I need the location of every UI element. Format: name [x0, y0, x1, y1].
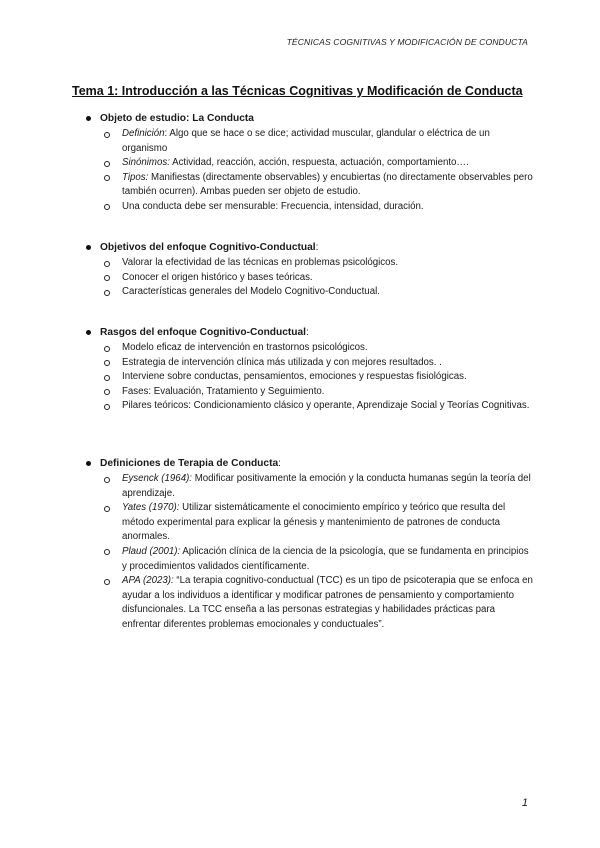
circle-bullet-icon — [104, 404, 110, 410]
circle-bullet-icon — [104, 549, 110, 555]
page-title: Tema 1: Introducción a las Técnicas Cognitivas y Modificación de Conducta — [72, 84, 523, 98]
item-text: Fases: Evaluación, Tratamiento y Seguimiento. — [122, 385, 325, 397]
sub-list — [86, 127, 536, 215]
item-text: Estrategia de intervención clínica más utilizada y con mejores resultados. . — [122, 356, 442, 368]
circle-bullet-icon — [104, 506, 110, 512]
item-label: Eysenck (1964): — [122, 473, 192, 484]
item-text: “La terapia cognitivo-conductual (TCC) es un tipo de psicoterapia que se enfoca en ayudar a los individuos a identificar y modificar patrones de pensamiento y comportamiento disfuncionales. La TCC enseña a las personas estrategias y habilidades prácticas para enfrentar diferentes problemas emocionales y conductuales”. — [122, 575, 533, 630]
circle-bullet-icon — [104, 290, 110, 296]
circle-bullet-icon — [104, 579, 110, 585]
list-item — [86, 200, 536, 215]
list-item — [86, 574, 536, 632]
list-item — [86, 501, 536, 545]
section-objetivos — [86, 239, 536, 300]
circle-bullet-icon — [104, 375, 110, 381]
section-heading-text: Rasgos del enfoque Cognitivo-Conductual — [100, 327, 307, 338]
circle-bullet-icon — [104, 161, 110, 167]
bullet-icon — [86, 116, 91, 121]
section-heading-text: Objeto de estudio: La Conducta — [100, 113, 254, 124]
list-item — [86, 545, 536, 574]
item-text: Una conducta debe ser mensurable: Frecuencia, intensidad, duración. — [122, 200, 424, 212]
list-item — [86, 256, 536, 271]
section-heading-suffix: : — [278, 458, 281, 469]
item-text: Aplicación clínica de la ciencia de la psicología, que se fundamenta en principios y procedimientos validados científicamente. — [122, 545, 529, 572]
circle-bullet-icon — [104, 204, 110, 210]
item-label: Plaud (2001): — [122, 545, 181, 557]
item-text: Algo que se hace o se dice; actividad muscular, glandular o eléctrica de un organismo — [122, 128, 490, 154]
section-heading — [86, 324, 536, 341]
list-item — [86, 156, 536, 171]
bullet-icon — [86, 330, 91, 335]
sub-list — [86, 472, 536, 633]
running-header: TÉCNICAS COGNITIVAS Y MODIFICACIÓN DE CONDUCTA — [286, 37, 528, 47]
item-label: Tipos: — [122, 171, 149, 183]
sub-list — [86, 256, 536, 300]
section-heading — [86, 110, 536, 127]
circle-bullet-icon — [104, 477, 110, 483]
item-text: Valorar la efectividad de las técnicas en problemas psicológicos. — [122, 257, 399, 268]
page-number: 1 — [521, 797, 528, 809]
list-item — [86, 127, 536, 156]
section-heading-suffix: : — [306, 327, 309, 338]
item-text: Características generales del Modelo Cognitivo-Conductual. — [122, 286, 380, 298]
section-definiciones — [86, 455, 536, 633]
circle-bullet-icon — [104, 360, 110, 366]
section-heading — [86, 455, 536, 472]
sub-list — [86, 341, 536, 414]
list-item — [86, 385, 536, 400]
item-text: Conocer el origen histórico y bases teóricas. — [122, 271, 313, 283]
item-text: Modelo eficaz de intervención en trastornos psicológicos. — [122, 342, 368, 353]
item-label: Yates (1970): — [122, 502, 180, 514]
section-heading — [86, 239, 536, 256]
list-item — [86, 341, 536, 356]
list-item — [86, 285, 536, 300]
list-item — [86, 399, 536, 414]
list-item — [86, 370, 536, 385]
item-text: Pilares teóricos: Condicionamiento clásico y operante, Aprendizaje Social y Teorías Cognitivas. — [122, 400, 530, 412]
section-heading-text: Objetivos del enfoque Cognitivo-Conductual — [100, 242, 316, 253]
circle-bullet-icon — [104, 346, 110, 352]
section-rasgos — [86, 324, 536, 414]
section-heading-text: Definiciones de Terapia de Conducta — [100, 458, 279, 469]
section-heading-suffix: : — [315, 242, 319, 253]
section-objeto-de-estudio — [86, 110, 536, 215]
item-text: Manifiestas (directamente observables) y encubiertas (no directamente observables pero también ocurren). Ambas pueden ser objeto de estudio. — [122, 171, 533, 198]
item-label: APA (2023): — [122, 575, 174, 587]
item-text: Interviene sobre conductas, pensamientos, emociones y respuestas fisiológicas. — [122, 371, 467, 383]
circle-bullet-icon — [104, 132, 110, 138]
list-item — [86, 271, 536, 286]
circle-bullet-icon — [104, 261, 110, 267]
circle-bullet-icon — [104, 275, 110, 281]
bullet-icon — [86, 245, 91, 250]
list-item — [86, 171, 536, 200]
circle-bullet-icon — [104, 175, 110, 181]
list-item — [86, 356, 536, 371]
item-text: Utilizar sistemáticamente el conocimiento empírico y teórico que resulta del método experimental para explicar la génesis y mantenimiento de patrones de conducta anormales. — [122, 502, 506, 543]
item-text: Actividad, reacción, acción, respuesta, actuación, comportamiento…. — [172, 157, 469, 169]
item-label: Definición — [122, 128, 165, 139]
bullet-icon — [86, 461, 91, 466]
list-item — [86, 472, 536, 501]
circle-bullet-icon — [104, 389, 110, 395]
item-text: Modificar positivamente la emoción y la conducta humanas según la teoría del aprendizaje. — [122, 473, 531, 499]
item-label: Sinónimos: — [122, 157, 170, 169]
item-separator: : — [164, 128, 170, 139]
